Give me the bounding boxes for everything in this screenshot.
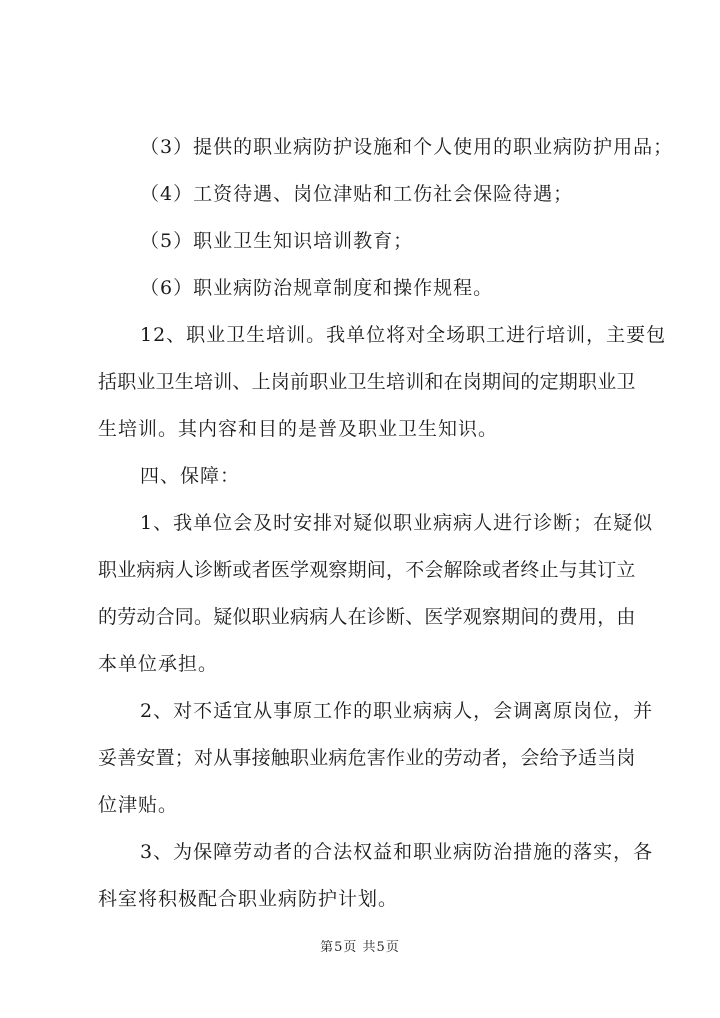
guarantee-1-line-3: 的劳动合同。疑似职业病病人在诊断、医学观察期间的费用，由 [98,606,636,628]
paragraph-12-line-1: 12、职业卫生培训。我单位将对全场职工进行培训，主要包 [140,324,667,346]
paragraph-12-line-2: 括职业卫生培训、上岗前职业卫生培训和在岗期间的定期职业卫 [98,371,636,393]
paragraph-item-5-line-1: （5）职业卫生知识培训教育； [140,230,414,252]
paragraph-item-3-line-1: （3）提供的职业病防护设施和个人使用的职业病防护用品； [140,136,674,158]
paragraph-item-4-line-1: （4）工资待遇、岗位津贴和工伤社会保险待遇； [140,183,574,205]
guarantee-3-line-1: 3、为保障劳动者的合法权益和职业病防治措施的落实，各 [140,841,654,863]
guarantee-2-line-2: 妥善安置；对从事接触职业病危害作业的劳动者，会给予适当岗 [98,747,636,769]
section-heading-guarantee: 四、保障： [140,465,241,487]
document-body [98,128,674,918]
guarantee-1-line-4: 本单位承担。 [98,653,219,675]
guarantee-2-line-1: 2、对不适宜从事原工作的职业病病人，会调离原岗位，并 [140,700,654,722]
guarantee-1-line-2: 职业病病人诊断或者医学观察期间，不会解除或者终止与其订立 [98,559,636,581]
guarantee-2-line-3: 位津贴。 [98,794,179,816]
guarantee-1-line-1: 1、我单位会及时安排对疑似职业病病人进行诊断；在疑似 [140,512,654,534]
page-number-footer: 第5页 共5页 [320,940,400,955]
paragraph-12-line-3: 生培训。其内容和目的是普及职业卫生知识。 [98,418,499,440]
paragraph-item-6-line-1: （6）职业病防治规章制度和操作规程。 [140,277,494,299]
guarantee-3-line-2: 科室将积极配合职业病防护计划。 [98,888,399,910]
